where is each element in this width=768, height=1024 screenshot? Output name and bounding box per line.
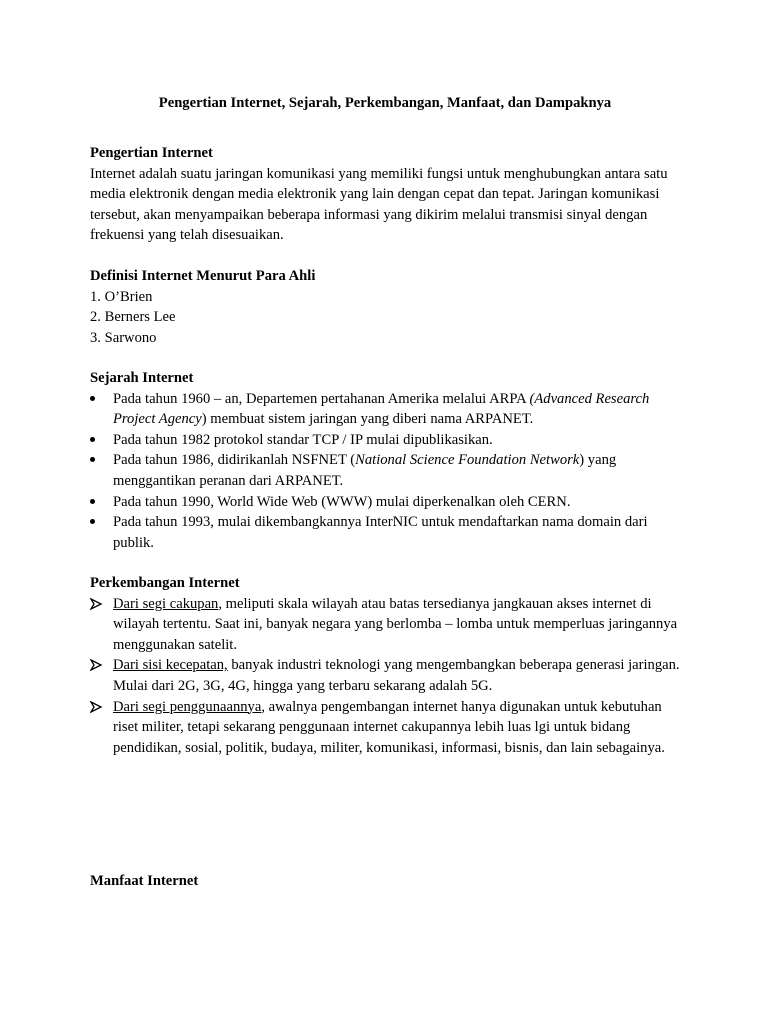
section-heading-perkembangan: Perkembangan Internet xyxy=(90,575,240,591)
arrow-bullet-icon xyxy=(90,594,104,615)
perkembangan-item: Dari segi cakupan, meliputi skala wilayah atau batas tersedianya jangkauan akses internet di wilayah tertentu. Saat ini, banyak negara yang berlomba – lomba untuk memperluas jaringannya menggunakan satelit. xyxy=(90,594,680,656)
bullet-icon xyxy=(90,512,104,533)
section-heading-sejarah: Sejarah Internet xyxy=(90,370,194,386)
definisi-list xyxy=(90,287,680,349)
sejarah-item: Pada tahun 1990, World Wide Web (WWW) mulai diperkenalkan oleh CERN. xyxy=(90,492,680,513)
pengertian-paragraph: Internet adalah suatu jaringan komunikasi yang memiliki fungsi untuk menghubungkan antara satu media elektronik dengan media elektronik yang lain dengan cepat dan tepat. Jaringan komunikasi tersebut, akan menyampaikan beberapa informasi yang dikirim melalui transmisi sinyal dengan frekuensi yang telah disesuaikan. xyxy=(90,165,668,244)
perkembangan-item: Dari segi penggunaannya, awalnya pengembangan internet hanya digunakan untuk kebutuhan riset militer, tetapi sekarang penggunaan internet cakupannya lebih luas lgi untuk bidang pendidikan, sosial, politik, budaya, militer, komunikasi, informasi, bisnis, dan lain sebagainya. xyxy=(90,697,680,759)
definisi-item: 3. Sarwono xyxy=(90,329,157,346)
bullet-icon xyxy=(90,450,104,471)
document-title: Pengertian Internet, Sejarah, Perkembangan, Manfaat, dan Dampaknya xyxy=(158,95,612,111)
section-heading-manfaat: Manfaat Internet xyxy=(90,873,199,889)
sejarah-item: Pada tahun 1960 – an, Departemen pertahanan Amerika melalui ARPA (Advanced Research Project Agency) membuat sistem jaringan yang diberi nama ARPANET. xyxy=(90,389,680,430)
document-page xyxy=(90,0,680,1024)
bullet-icon xyxy=(90,389,104,410)
section-sejarah xyxy=(90,368,680,553)
sejarah-list xyxy=(90,389,680,554)
sejarah-item: Pada tahun 1993, mulai dikembangkannya InterNIC untuk mendaftarkan nama domain dari publik. xyxy=(90,512,680,553)
arrow-bullet-icon xyxy=(90,655,104,676)
section-perkembangan xyxy=(90,573,680,758)
arrow-bullet-icon xyxy=(90,697,104,718)
section-definisi xyxy=(90,266,680,348)
section-heading-definisi: Definisi Internet Menurut Para Ahli xyxy=(90,268,316,284)
section-manfaat xyxy=(90,871,680,892)
definisi-item: 1. O’Brien xyxy=(90,288,153,305)
bullet-icon xyxy=(90,492,104,513)
sejarah-item: Pada tahun 1986, didirikanlah NSFNET (National Science Foundation Network) yang menggantikan peranan dari ARPANET. xyxy=(90,450,680,491)
perkembangan-list xyxy=(90,594,680,759)
perkembangan-item: Dari sisi kecepatan, banyak industri teknologi yang mengembangkan beberapa generasi jaringan. Mulai dari 2G, 3G, 4G, hingga yang terbaru sekarang adalah 5G. xyxy=(90,655,680,696)
sejarah-item: Pada tahun 1982 protokol standar TCP / IP mulai dipublikasikan. xyxy=(90,430,680,451)
bullet-icon xyxy=(90,430,104,451)
definisi-item: 2. Berners Lee xyxy=(90,309,176,326)
section-heading-pengertian: Pengertian Internet xyxy=(90,145,213,161)
section-pengertian xyxy=(90,143,680,246)
